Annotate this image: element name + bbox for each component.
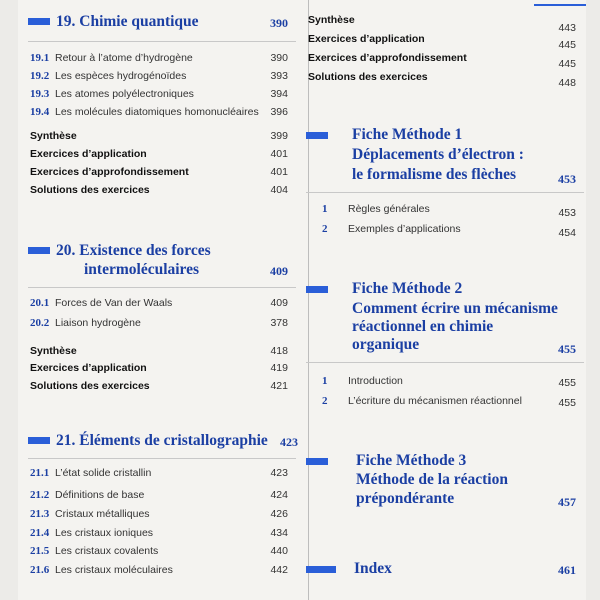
index-title: Index xyxy=(354,560,392,577)
chapter-page: 423 xyxy=(280,435,298,449)
extra-page: 399 xyxy=(270,130,288,142)
section-number: 19.1 xyxy=(30,52,50,64)
chapter-page: 390 xyxy=(270,16,288,30)
divider xyxy=(28,458,296,459)
chapter-marker-icon xyxy=(28,437,50,444)
chapter-marker-icon xyxy=(28,247,50,254)
extra-page: 445 xyxy=(558,39,576,51)
extra-page: 418 xyxy=(270,345,288,357)
index-page: 461 xyxy=(558,563,576,577)
toc-entry[interactable] xyxy=(28,487,296,503)
section-label: Liaison hydrogène xyxy=(55,317,141,329)
extra-page: 445 xyxy=(558,58,576,70)
section-label: Retour à l’atome d’hydrogène xyxy=(55,52,193,64)
section-page: 378 xyxy=(270,317,288,329)
toc-entry[interactable] xyxy=(28,506,296,522)
section-number: 21.3 xyxy=(30,508,50,520)
extra-label: Synthèse xyxy=(30,130,77,142)
toc-entry[interactable] xyxy=(306,201,584,217)
section-label: L’écriture du mécanismen réactionnel xyxy=(348,395,522,407)
fiche-title-line4: organique xyxy=(352,336,420,353)
fiche-page: 453 xyxy=(558,172,576,186)
extra-page: 448 xyxy=(558,77,576,89)
fiche-title-line2: Déplacements d’électron : xyxy=(352,146,524,163)
section-page: 396 xyxy=(270,106,288,118)
toc-entry[interactable] xyxy=(28,315,296,331)
extra-label: Solutions des exercices xyxy=(30,184,150,196)
section-page: 454 xyxy=(558,227,576,239)
section-label: Les cristaux moléculaires xyxy=(55,564,173,576)
section-number: 19.2 xyxy=(30,70,50,82)
extra-label: Exercices d’approfondissement xyxy=(30,166,189,178)
divider xyxy=(28,287,296,288)
divider xyxy=(28,41,296,42)
section-number: 21.2 xyxy=(30,489,50,501)
section-page: 426 xyxy=(270,508,288,520)
top-accent-line xyxy=(534,4,586,6)
section-number: 2 xyxy=(322,395,328,407)
fiche-title-line1: Fiche Méthode 1 xyxy=(352,126,463,143)
section-number: 20.2 xyxy=(30,317,50,329)
section-label: Cristaux métalliques xyxy=(55,508,150,520)
extra-page: 401 xyxy=(270,148,288,160)
toc-entry[interactable] xyxy=(28,525,296,541)
chapter-title-line1: 20. Existence des forces xyxy=(56,242,211,259)
toc-extra-entry[interactable] xyxy=(28,182,296,198)
fiche-page: 455 xyxy=(558,342,576,356)
section-label: Les cristaux ioniques xyxy=(55,527,154,539)
toc-extra-entry[interactable] xyxy=(306,50,584,70)
toc-entry[interactable] xyxy=(28,86,296,102)
chapter-marker-icon xyxy=(306,132,328,139)
section-page: 424 xyxy=(270,489,288,501)
extra-page: 404 xyxy=(270,184,288,196)
divider xyxy=(306,192,584,193)
toc-entry[interactable] xyxy=(28,104,296,120)
fiche-title-line3: prépondérante xyxy=(356,490,455,507)
toc-entry[interactable] xyxy=(28,562,296,578)
fiche-title-line1: Fiche Méthode 2 xyxy=(352,280,463,297)
extra-page: 419 xyxy=(270,362,288,374)
section-page: 423 xyxy=(270,467,288,479)
chapter-marker-icon xyxy=(306,286,328,293)
section-number: 20.1 xyxy=(30,297,50,309)
toc-entry[interactable] xyxy=(28,295,296,311)
fiche-title-line3: réactionnel en chimie xyxy=(352,318,494,335)
toc-entry[interactable] xyxy=(306,221,584,237)
toc-entry[interactable] xyxy=(306,393,584,409)
extra-label: Exercices d’application xyxy=(308,33,425,45)
chapter-title-line2: intermoléculaires xyxy=(84,261,200,278)
chapter-marker-icon xyxy=(306,566,336,573)
section-label: Les molécules diatomiques homonucléaires xyxy=(55,106,259,118)
toc-entry[interactable] xyxy=(306,373,584,389)
toc-extra-entry[interactable] xyxy=(28,164,296,180)
section-number: 1 xyxy=(322,375,328,387)
section-page: 455 xyxy=(558,397,576,409)
toc-extra-entry[interactable] xyxy=(306,31,584,51)
section-number: 2 xyxy=(322,223,328,235)
section-number: 21.4 xyxy=(30,527,50,539)
section-page: 453 xyxy=(558,207,576,219)
section-page: 455 xyxy=(558,377,576,389)
extra-page: 421 xyxy=(270,380,288,392)
extra-label: Solutions des exercices xyxy=(30,380,150,392)
section-number: 19.4 xyxy=(30,106,50,118)
section-label: Exemples d’applications xyxy=(348,223,461,235)
toc-page xyxy=(18,0,586,600)
extra-label: Solutions des exercices xyxy=(308,71,428,83)
section-number: 21.5 xyxy=(30,545,50,557)
fiche-title-line1: Fiche Méthode 3 xyxy=(356,452,467,469)
section-number: 1 xyxy=(322,203,328,215)
chapter-title: 19. Chimie quantique xyxy=(56,13,199,30)
divider xyxy=(306,362,584,363)
column-divider xyxy=(308,0,309,600)
section-label: Les espèces hydrogénoïdes xyxy=(55,70,187,82)
section-label: L’état solide cristallin xyxy=(55,467,152,479)
section-page: 434 xyxy=(270,527,288,539)
section-page: 440 xyxy=(270,545,288,557)
section-label: Les cristaux covalents xyxy=(55,545,159,557)
toc-entry[interactable] xyxy=(28,543,296,559)
section-page: 409 xyxy=(270,297,288,309)
chapter-title: 21. Éléments de cristallographie xyxy=(56,432,268,449)
fiche-title-line3: le formalisme des flèches xyxy=(352,166,516,183)
toc-extra-entry[interactable] xyxy=(28,146,296,162)
toc-extra-entry[interactable] xyxy=(28,128,296,144)
chapter-marker-icon xyxy=(306,458,328,465)
section-label: Forces de Van der Waals xyxy=(55,297,173,309)
chapter-marker-icon xyxy=(28,18,50,25)
toc-extra-entry[interactable] xyxy=(28,360,296,376)
chapter-page: 409 xyxy=(270,264,288,278)
section-page: 390 xyxy=(270,52,288,64)
section-label: Définitions de base xyxy=(55,489,145,501)
section-page: 393 xyxy=(270,70,288,82)
section-label: Les atomes polyélectroniques xyxy=(55,88,194,100)
fiche-page: 457 xyxy=(558,495,576,509)
extra-page: 443 xyxy=(558,22,576,34)
fiche-title-line2: Méthode de la réaction xyxy=(356,471,508,488)
toc-extra-entry[interactable] xyxy=(306,69,584,89)
extra-label: Exercices d’application xyxy=(30,148,147,160)
extra-page: 401 xyxy=(270,166,288,178)
fiche-title-line2: Comment écrire un mécanisme xyxy=(352,300,558,317)
section-number: 19.3 xyxy=(30,88,50,100)
section-page: 442 xyxy=(270,564,288,576)
extra-label: Exercices d’approfondissement xyxy=(308,52,467,64)
extra-label: Synthèse xyxy=(308,14,355,26)
toc-extra-entry[interactable] xyxy=(28,343,296,359)
toc-entry[interactable] xyxy=(28,50,296,66)
toc-entry[interactable] xyxy=(28,68,296,84)
extra-label: Exercices d’application xyxy=(30,362,147,374)
section-number: 21.1 xyxy=(30,467,50,479)
toc-extra-entry[interactable] xyxy=(28,378,296,394)
section-label: Règles générales xyxy=(348,203,430,215)
extra-label: Synthèse xyxy=(30,345,77,357)
section-number: 21.6 xyxy=(30,564,50,576)
section-label: Introduction xyxy=(348,375,403,387)
section-page: 394 xyxy=(270,88,288,100)
toc-entry[interactable] xyxy=(28,465,296,481)
